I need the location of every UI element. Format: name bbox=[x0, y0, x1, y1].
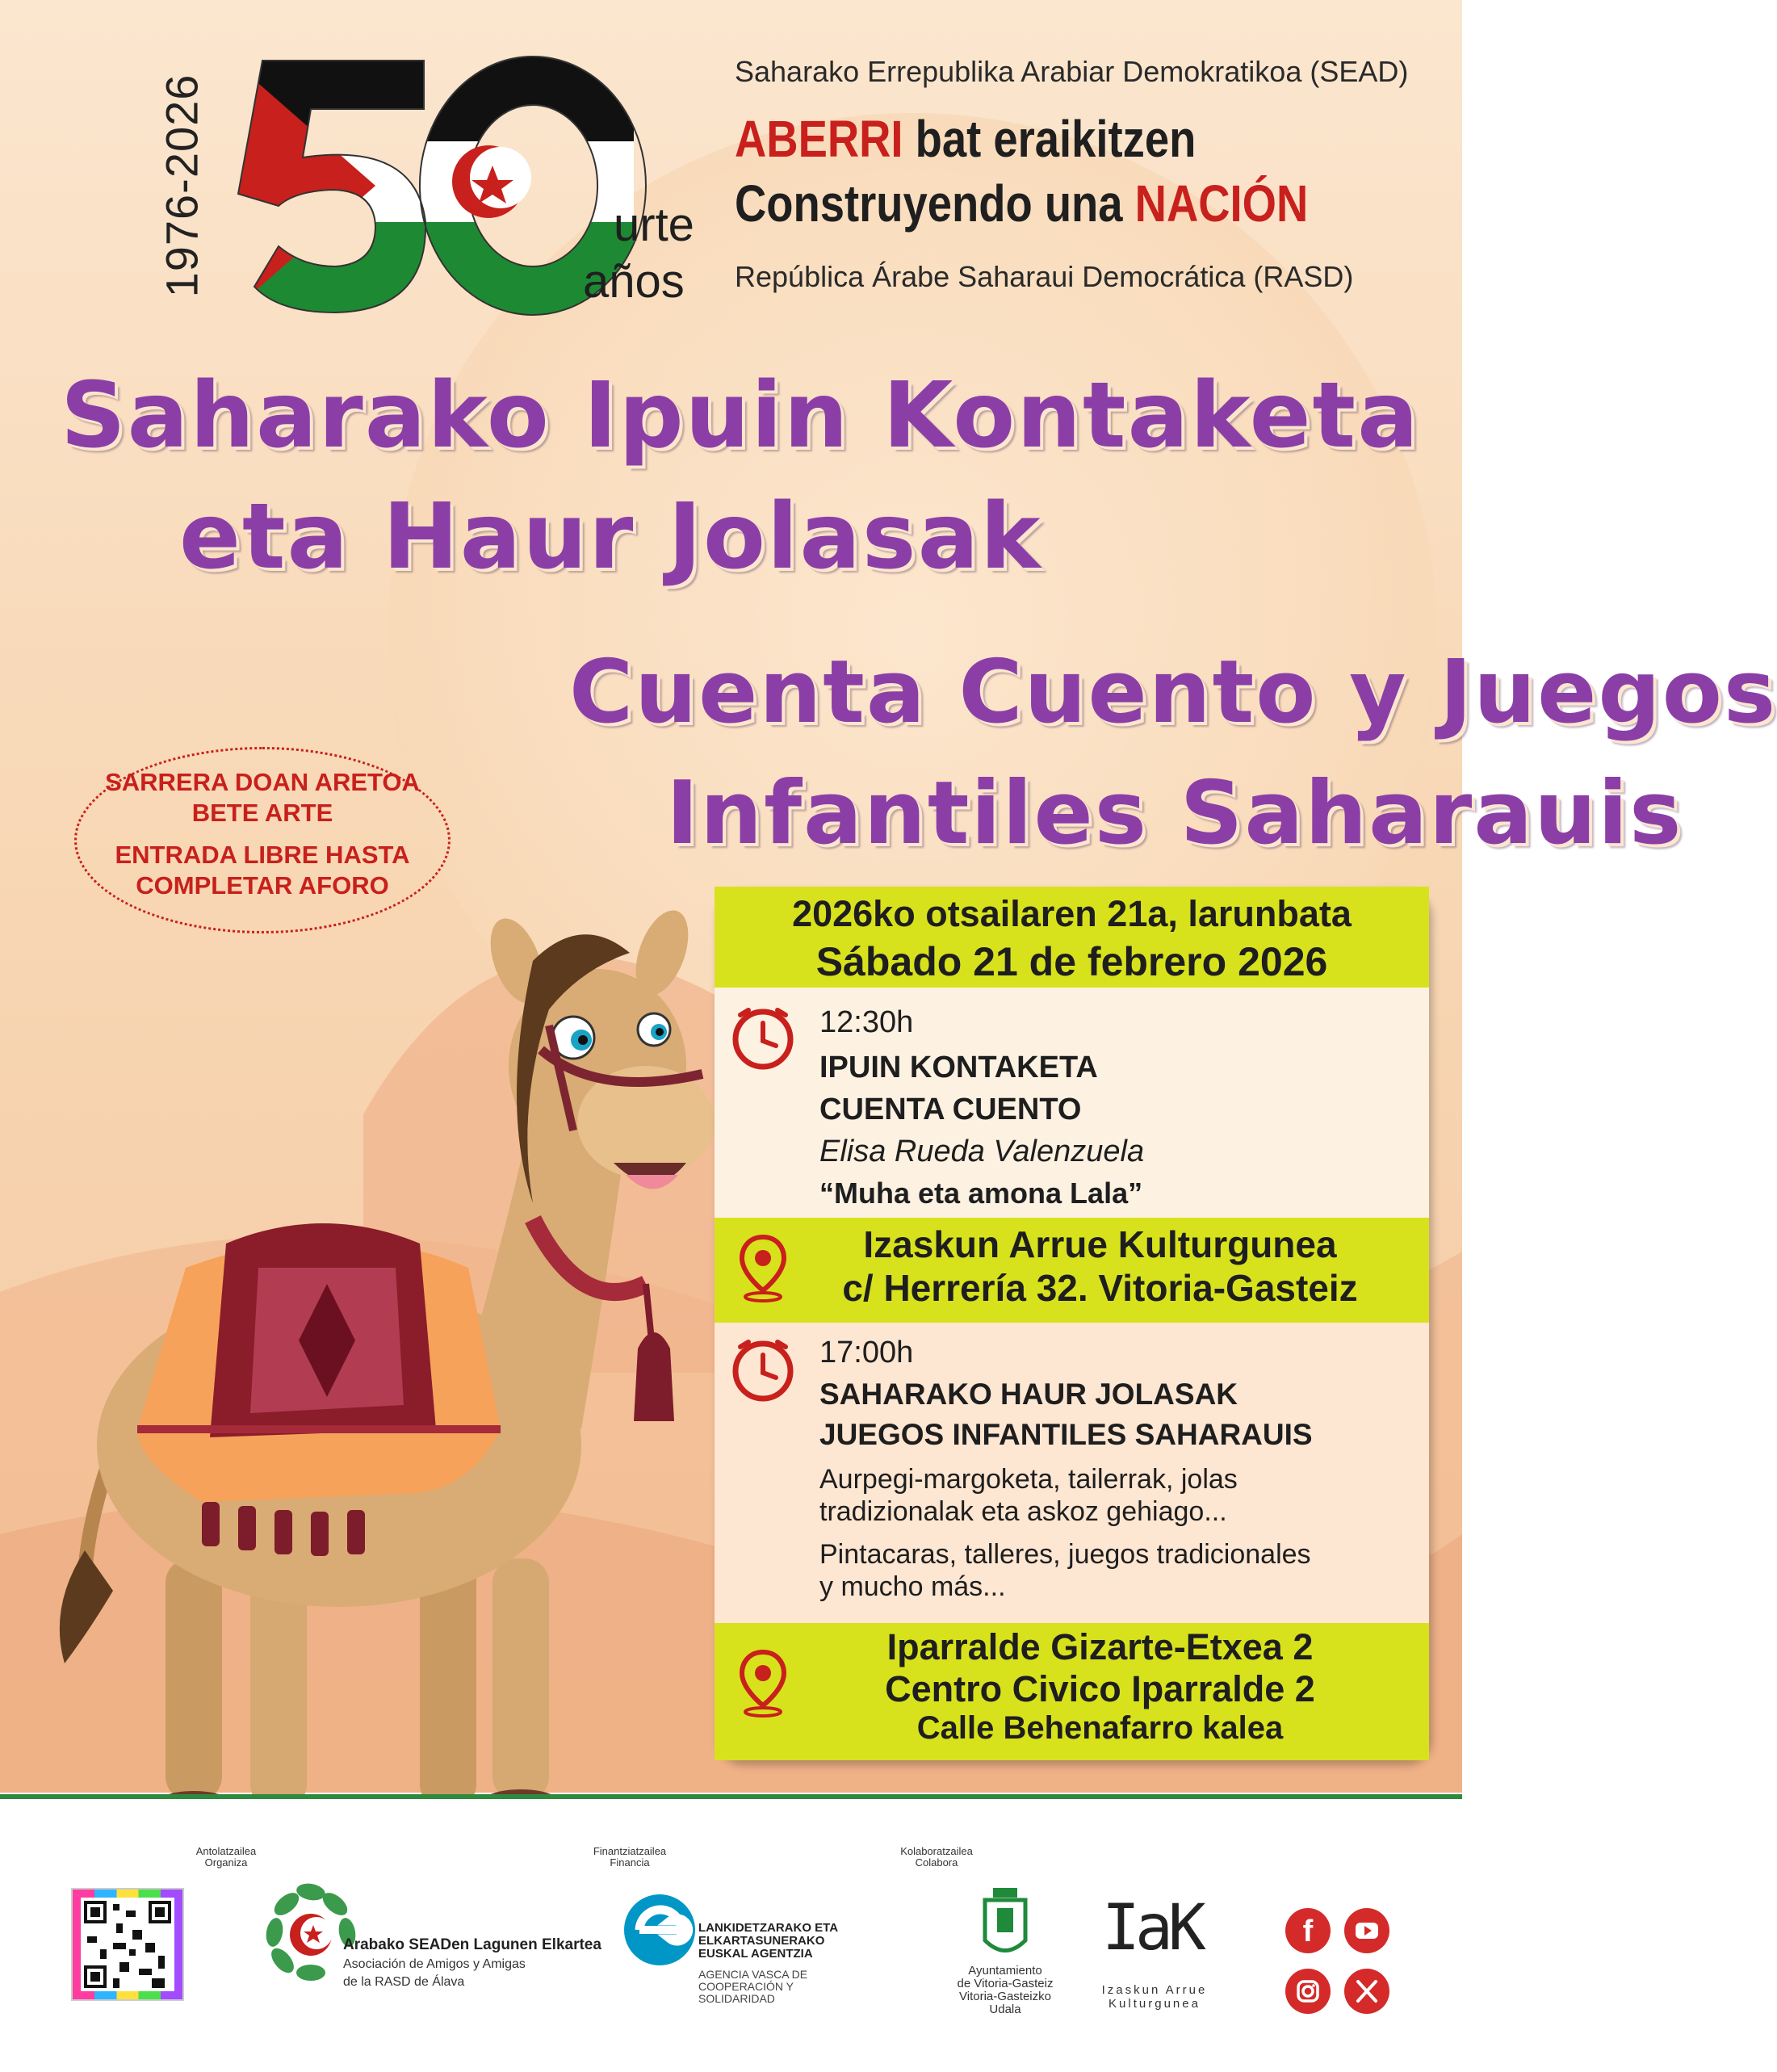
clock-icon bbox=[729, 1336, 797, 1403]
organiza-label: Antolatzailea Organiza bbox=[195, 1845, 257, 1869]
date-eu: 2026ko otsailaren 21a, larunbata bbox=[792, 893, 1352, 934]
header-rasd: República Árabe Saharaui Democrática (RASD) bbox=[735, 260, 1354, 293]
session1-title-es: CUENTA CUENTO bbox=[819, 1093, 1082, 1126]
colabora-label: Kolaboratzailea Colabora bbox=[900, 1845, 973, 1869]
session2-desc-es-1: Pintacaras, talleres, juegos tradicionales bbox=[819, 1539, 1311, 1570]
org-sub-1: Asociación de Amigos y Amigas bbox=[343, 1957, 526, 1971]
session2-title-eu: SAHARAKO HAUR JOLASAK bbox=[819, 1378, 1238, 1411]
qr-code[interactable] bbox=[71, 1888, 184, 2001]
x-twitter-icon[interactable] bbox=[1344, 1969, 1389, 2014]
location-2-band bbox=[715, 1623, 1429, 1760]
location2-street: Calle Behenafarro kalea bbox=[916, 1710, 1284, 1746]
sponsor-footer bbox=[0, 1794, 1462, 2072]
title-eu-line1: Saharako Ipuin Kontaketa bbox=[61, 363, 1420, 468]
event-info-panel bbox=[715, 887, 1429, 1760]
city-hall-name: Ayuntamiento de Vitoria-Gasteiz Vitoria-Gasteizko Udala bbox=[957, 1964, 1054, 2016]
header-nacion: Construyendo una NACIÓN bbox=[735, 174, 1309, 233]
location2-name-es: Centro Civico Iparralde 2 bbox=[885, 1668, 1315, 1709]
org-name: Arabako SEADen Lagunen Elkartea bbox=[343, 1936, 601, 1953]
agency-e-logo bbox=[622, 1892, 698, 1969]
free-entry-notice: SARRERA DOAN ARETOA BETE ARTE ENTRADA LIBRE HASTA COMPLETAR AFORO bbox=[74, 747, 451, 933]
city-crest-logo bbox=[973, 1884, 1037, 1965]
financia-label: Finantziatzailea Financia bbox=[593, 1845, 667, 1869]
urte-label: urte bbox=[614, 199, 694, 251]
date-es: Sábado 21 de febrero 2026 bbox=[815, 939, 1328, 984]
session-2 bbox=[715, 1323, 1429, 1634]
location1-address: c/ Herrería 32. Vitoria-Gasteiz bbox=[842, 1267, 1358, 1309]
title-es-line2: Infantiles Saharauis bbox=[666, 763, 1683, 864]
camel-illustration bbox=[16, 864, 743, 1793]
title-es-line1: Cuenta Cuento y Juegos bbox=[569, 642, 1777, 743]
location-pin-icon bbox=[737, 1234, 789, 1302]
header-sead: Saharako Errepublika Arabiar Demokratikoa (SEAD) bbox=[735, 55, 1409, 88]
anos-label: años bbox=[583, 255, 685, 308]
title-eu-line2: eta Haur Jolasak bbox=[179, 484, 1042, 589]
iak-logo: IaK bbox=[1102, 1892, 1201, 1965]
location2-name-eu: Iparralde Gizarte-Etxea 2 bbox=[886, 1626, 1314, 1667]
header-aberri: ABERRI bat eraikitzen bbox=[735, 110, 1197, 168]
session2-time: 17:00h bbox=[819, 1336, 914, 1369]
fifty-flag-logo bbox=[214, 44, 618, 319]
session2-title-es: JUEGOS INFANTILES SAHARAUIS bbox=[819, 1418, 1313, 1451]
years-range: 1976-2026 bbox=[156, 73, 207, 298]
session1-title-eu: IPUIN KONTAKETA bbox=[819, 1051, 1098, 1084]
location-pin-icon bbox=[737, 1649, 789, 1717]
session2-desc-eu-2: tradizionalak eta askoz gehiago... bbox=[819, 1496, 1227, 1527]
org-sub-2: de la RASD de Álava bbox=[343, 1975, 465, 1989]
session2-desc-eu-1: Aurpegi-margoketa, tailerrak, jolas bbox=[819, 1464, 1238, 1495]
agency-name-eu: LANKIDETZARAKO ETA ELKARTASUNERAKO EUSKAL AGENTZIA bbox=[698, 1921, 839, 1961]
session2-desc-es-2: y mucho más... bbox=[819, 1571, 1006, 1602]
clock-icon bbox=[729, 1004, 797, 1072]
session1-author: Elisa Rueda Valenzuela bbox=[819, 1135, 1145, 1168]
iak-name: Izaskun Arrue Kulturgunea bbox=[1101, 1983, 1208, 2011]
location-1-band bbox=[715, 1218, 1429, 1323]
session1-time: 12:30h bbox=[819, 1005, 914, 1039]
date-band bbox=[715, 887, 1429, 988]
youtube-icon[interactable] bbox=[1344, 1908, 1389, 1953]
location1-name: Izaskun Arrue Kulturgunea bbox=[863, 1223, 1337, 1265]
agency-name-es: AGENCIA VASCA DE COOPERACIÓN Y SOLIDARIDAD bbox=[698, 1968, 808, 2005]
instagram-icon[interactable] bbox=[1285, 1969, 1331, 2014]
facebook-icon[interactable]: f bbox=[1285, 1908, 1331, 1953]
session1-work: “Muha eta amona Lala” bbox=[819, 1177, 1143, 1210]
